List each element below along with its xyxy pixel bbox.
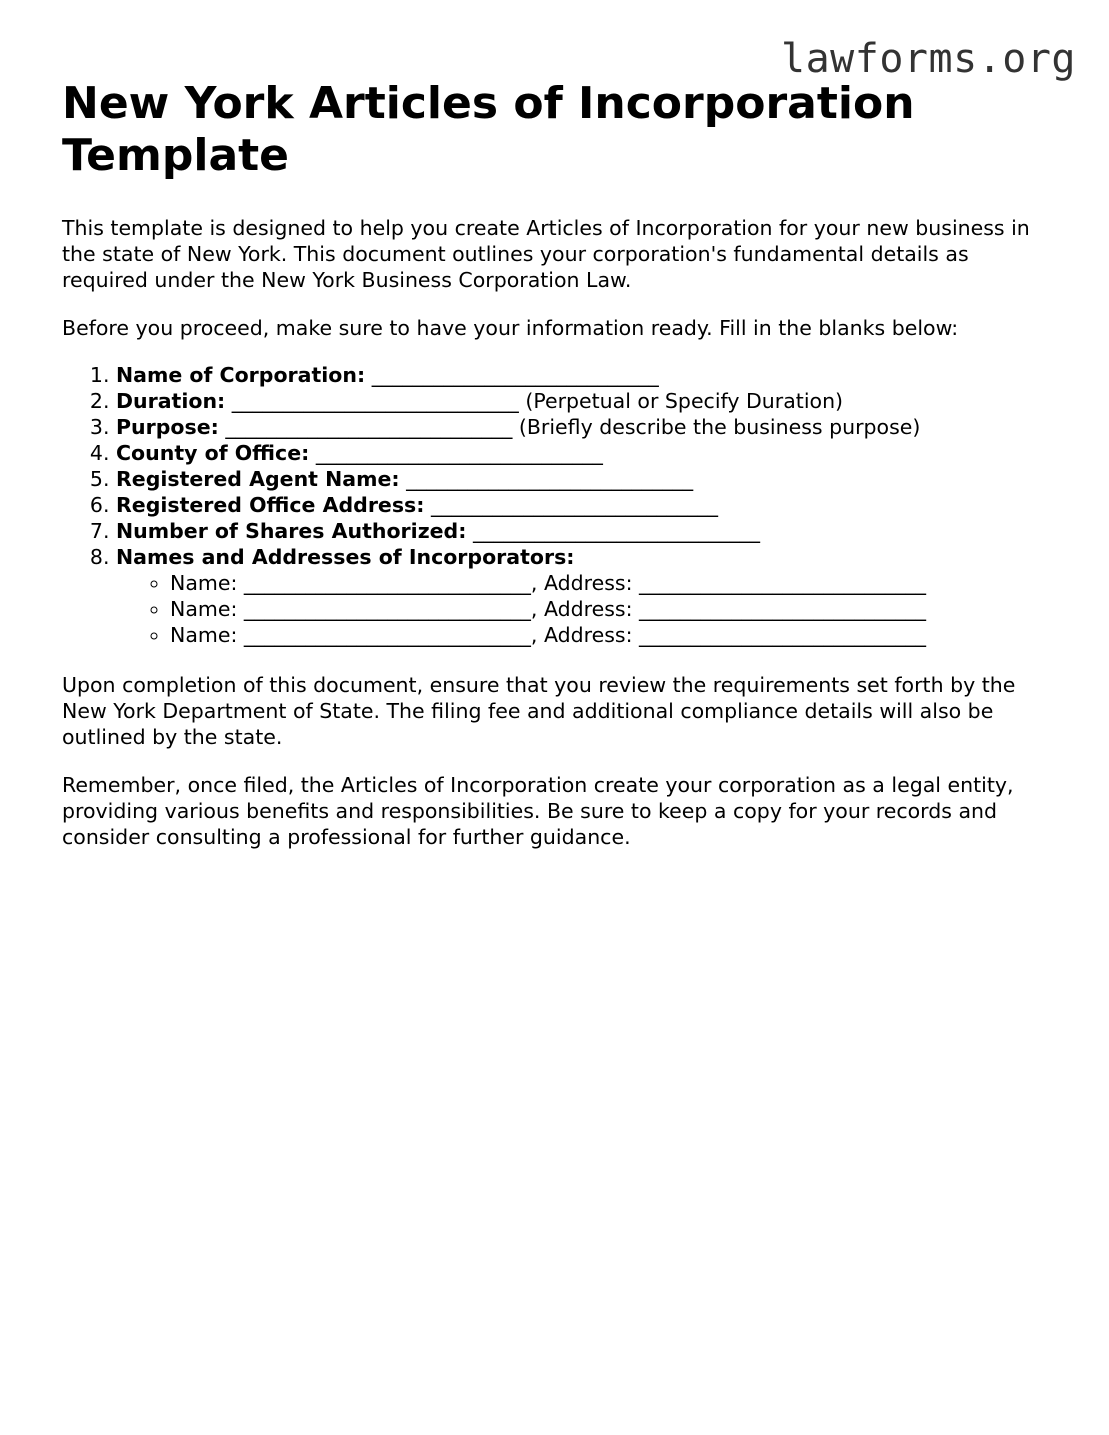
name-label: Name: <box>170 571 238 595</box>
document-body <box>62 78 1047 850</box>
address-blank[interactable]: ____________________________ <box>639 571 927 595</box>
fill-blank[interactable]: ____________________________ <box>225 415 513 439</box>
fill-blank[interactable]: ____________________________ <box>231 389 519 413</box>
field-label: Names and Addresses of Incorporators: <box>116 545 575 569</box>
fill-blank[interactable]: ____________________________ <box>371 363 659 387</box>
incorporator-row <box>170 596 1047 622</box>
address-label: , Address: <box>530 571 633 595</box>
address-label: , Address: <box>530 597 633 621</box>
field-purpose <box>116 414 1047 440</box>
name-label: Name: <box>170 623 238 647</box>
fill-blank[interactable]: ____________________________ <box>406 467 694 491</box>
name-label: Name: <box>170 597 238 621</box>
name-blank[interactable]: ____________________________ <box>243 623 531 647</box>
fill-blank[interactable]: ____________________________ <box>472 519 760 543</box>
name-blank[interactable]: ____________________________ <box>243 597 531 621</box>
fill-blank[interactable]: ____________________________ <box>315 441 603 465</box>
incorporators-list <box>116 570 1047 648</box>
intro-paragraph: This template is designed to help you create Articles of Incorporation for your new business in the state of New York. This document outlines your corporation's fundamental details as required under the New York Business Corporation Law. <box>62 216 1030 292</box>
name-blank[interactable]: ____________________________ <box>243 571 531 595</box>
field-duration <box>116 388 1047 414</box>
field-registered-office-address <box>116 492 1047 518</box>
field-label: Registered Office Address: <box>116 493 425 517</box>
address-blank[interactable]: ____________________________ <box>639 623 927 647</box>
field-note: (Perpetual or Specify Duration) <box>525 389 844 413</box>
field-note: (Briefly describe the business purpose) <box>518 415 921 439</box>
page-title: New York Articles of Incorporation Template <box>62 78 915 181</box>
closing-paragraph-1: Upon completion of this document, ensure that you review the requirements set forth by the New York Department of State. The filing fee and additional compliance details will also be outlined by the state. <box>62 673 1016 749</box>
field-label: County of Office: <box>116 441 310 465</box>
field-incorporators <box>116 544 1047 648</box>
address-blank[interactable]: ____________________________ <box>639 597 927 621</box>
fields-list <box>62 362 1047 648</box>
closing-paragraph-2: Remember, once filed, the Articles of Incorporation create your corporation as a legal entity, providing various benefits and responsibilities. Be sure to keep a copy for your records and consider consulting a professional for further guidance. <box>62 773 1014 849</box>
field-label: Duration: <box>116 389 226 413</box>
lawforms-watermark: lawforms.org <box>781 36 1076 82</box>
field-county-of-office <box>116 440 1047 466</box>
field-label: Purpose: <box>116 415 219 439</box>
address-label: , Address: <box>530 623 633 647</box>
field-label: Name of Corporation: <box>116 363 366 387</box>
prep-paragraph: Before you proceed, make sure to have your information ready. Fill in the blanks below: <box>62 316 959 340</box>
incorporator-row <box>170 570 1047 596</box>
field-label: Number of Shares Authorized: <box>116 519 467 543</box>
incorporator-row <box>170 622 1047 648</box>
fill-blank[interactable]: ____________________________ <box>430 493 718 517</box>
field-registered-agent-name <box>116 466 1047 492</box>
field-label: Registered Agent Name: <box>116 467 400 491</box>
field-name-of-corporation <box>116 362 1047 388</box>
field-number-of-shares <box>116 518 1047 544</box>
